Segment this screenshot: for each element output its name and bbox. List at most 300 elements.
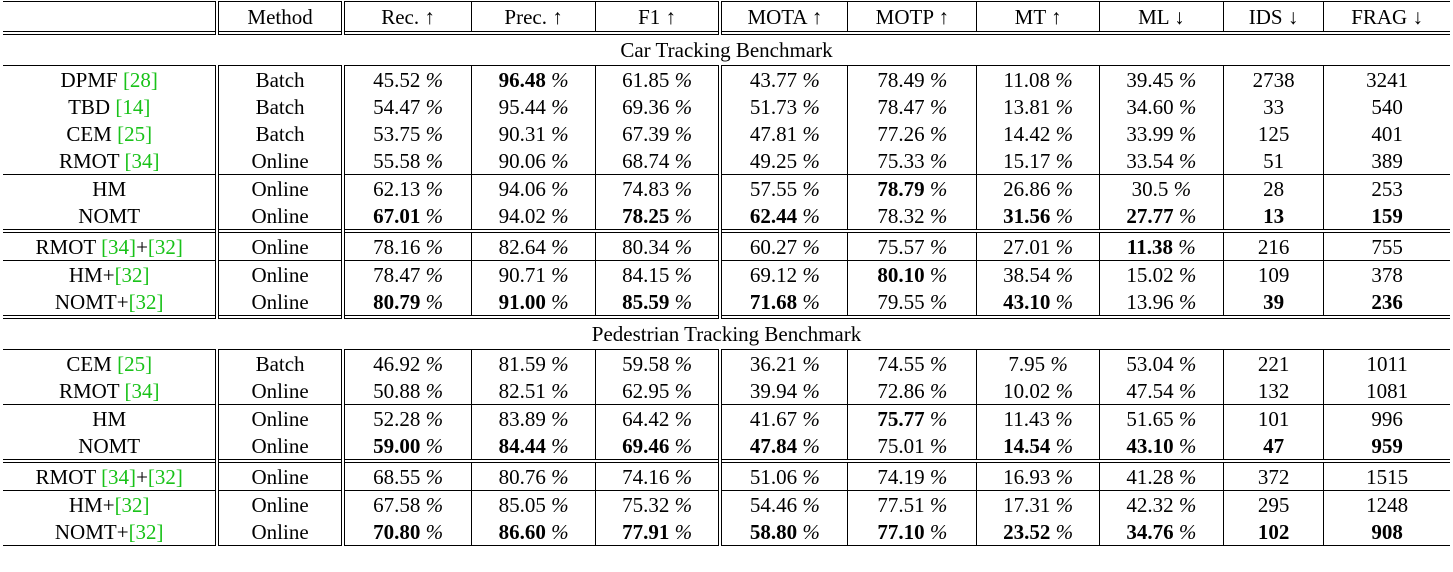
metric-cell	[977, 66, 1099, 94]
method-name	[3, 405, 217, 433]
table-row	[3, 93, 1450, 120]
metric-cell	[595, 377, 720, 405]
metric-value: 42.32	[1126, 492, 1174, 517]
percent-sign: %	[929, 176, 948, 201]
metric-cell	[720, 491, 847, 519]
percent-sign: %	[1055, 148, 1074, 173]
metric-value: 78.49	[877, 67, 925, 92]
metric-cell	[472, 288, 595, 317]
method-name	[3, 202, 217, 231]
metric-cell	[1099, 231, 1223, 261]
method-name	[3, 518, 217, 546]
header-cell: F1 ↑	[595, 2, 720, 34]
metric-cell	[720, 93, 847, 120]
header-cell: MOTP ↑	[848, 2, 977, 34]
method-type: Online	[217, 147, 342, 175]
metric-value: 78.47	[373, 262, 421, 287]
metric-cell	[848, 66, 977, 94]
metric-cell	[1324, 518, 1450, 546]
metric-cell	[977, 432, 1099, 461]
metric-cell	[1099, 93, 1223, 120]
table-body	[3, 2, 1450, 546]
percent-sign: %	[1050, 351, 1068, 376]
header-cell	[3, 2, 217, 34]
method-name-text: CEM	[66, 121, 118, 146]
method-type: Online	[217, 175, 342, 203]
percent-sign: %	[674, 289, 693, 314]
metric-value: 90.31	[498, 121, 546, 146]
method-name-text: NOMT	[78, 433, 141, 458]
percent-sign: %	[425, 67, 444, 92]
metric-cell	[848, 350, 977, 378]
method-name	[3, 231, 217, 261]
metric-value: 75.32	[622, 492, 670, 517]
metric-cell	[1099, 66, 1223, 94]
metric-value: 1081	[1366, 378, 1409, 403]
metric-value: 52.28	[373, 406, 421, 431]
percent-sign: %	[802, 262, 820, 287]
citation-link: [34]	[101, 464, 137, 489]
method-type: Online	[217, 202, 342, 231]
metric-value: 216	[1257, 234, 1290, 259]
percent-sign: %	[551, 234, 569, 259]
metric-value: 71.68	[749, 289, 798, 314]
metric-value: 54.46	[749, 492, 798, 517]
method-type: Online	[217, 491, 342, 519]
metric-value: 78.32	[877, 203, 925, 228]
citation-link: [32]	[128, 519, 164, 544]
metric-value: 70.80	[373, 519, 421, 544]
metric-value: 11.08	[1003, 67, 1050, 92]
header-row	[3, 2, 1450, 34]
metric-value: 62.13	[373, 176, 421, 201]
metric-value: 389	[1371, 148, 1403, 173]
metric-cell	[1099, 491, 1223, 519]
metric-value: 41.67	[749, 406, 798, 431]
metric-cell	[343, 518, 472, 546]
metric-value: 69.36	[622, 94, 670, 119]
metric-cell	[720, 202, 847, 231]
percent-sign: %	[674, 519, 693, 544]
section-title: Car Tracking Benchmark	[3, 33, 1450, 66]
method-type: Batch	[217, 350, 342, 378]
method-type: Online	[217, 461, 342, 491]
percent-sign: %	[425, 94, 444, 119]
metric-value: 49.25	[749, 148, 798, 173]
percent-sign: %	[1055, 492, 1074, 517]
metric-cell	[848, 377, 977, 405]
citation-link: [25]	[117, 121, 153, 146]
metric-cell	[1223, 147, 1323, 175]
metric-cell	[1223, 491, 1323, 519]
percent-sign: %	[929, 148, 948, 173]
metric-cell	[595, 93, 720, 120]
metric-value: 43.10	[1003, 289, 1051, 314]
metric-value: 10.02	[1003, 378, 1051, 403]
percent-sign: %	[1178, 406, 1197, 431]
method-name	[3, 175, 217, 203]
table-row	[3, 66, 1450, 94]
percent-sign: %	[802, 234, 820, 259]
percent-sign: %	[1178, 378, 1197, 403]
method-name	[3, 120, 217, 147]
metric-cell	[720, 261, 847, 289]
metric-value: 372	[1257, 464, 1290, 489]
metric-cell	[720, 405, 847, 433]
metric-value: 41.28	[1126, 464, 1174, 489]
metric-value: 80.34	[622, 234, 670, 259]
percent-sign: %	[1178, 492, 1197, 517]
metric-cell	[1324, 202, 1450, 231]
metric-cell	[343, 405, 472, 433]
metric-cell	[1324, 432, 1450, 461]
method-name-text: NOMT	[78, 203, 141, 228]
metric-cell	[1223, 377, 1323, 405]
metric-value: 15.17	[1003, 148, 1051, 173]
percent-sign: %	[802, 289, 820, 314]
percent-sign: %	[802, 94, 820, 119]
percent-sign: %	[674, 262, 693, 287]
citation-link: [34]	[124, 148, 160, 173]
percent-sign: %	[551, 351, 569, 376]
method-name	[3, 147, 217, 175]
method-name-text: NOMT+	[54, 289, 129, 314]
method-name-text: HM+	[68, 492, 115, 517]
percent-sign: %	[929, 121, 948, 146]
metric-value: 68.55	[373, 464, 421, 489]
percent-sign: %	[674, 203, 693, 228]
method-name	[3, 261, 217, 289]
percent-sign: %	[425, 406, 444, 431]
citation-link: [34]	[124, 378, 160, 403]
metric-value: 3241	[1366, 67, 1409, 92]
metric-value: 74.19	[877, 464, 925, 489]
percent-sign: %	[551, 121, 569, 146]
metric-cell	[1099, 461, 1223, 491]
metric-value: 102	[1257, 519, 1290, 544]
percent-sign: %	[1173, 176, 1192, 201]
metric-value: 132	[1257, 378, 1290, 403]
percent-sign: %	[802, 406, 820, 431]
metric-value: 101	[1257, 406, 1290, 431]
metric-value: 253	[1371, 176, 1403, 201]
metric-value: 90.06	[498, 148, 546, 173]
metric-value: 59.58	[622, 351, 670, 376]
section-title-row	[3, 33, 1450, 66]
metric-cell	[1099, 120, 1223, 147]
percent-sign: %	[551, 519, 569, 544]
percent-sign: %	[674, 67, 693, 92]
method-name-text: DPMF	[60, 67, 123, 92]
metric-cell	[848, 231, 977, 261]
percent-sign: %	[929, 519, 948, 544]
method-name-text: NOMT+	[54, 519, 129, 544]
metric-cell	[595, 491, 720, 519]
metric-value: 908	[1371, 519, 1403, 544]
percent-sign: %	[674, 234, 693, 259]
metric-value: 69.46	[622, 433, 670, 458]
metric-value: 59.00	[373, 433, 421, 458]
header-cell: Prec. ↑	[472, 2, 595, 34]
header-cell: MOTA ↑	[720, 2, 847, 34]
percent-sign: %	[1055, 121, 1074, 146]
metric-cell	[1223, 175, 1323, 203]
metric-value: 80.10	[877, 262, 925, 287]
percent-sign: %	[551, 203, 569, 228]
method-name-text: CEM	[66, 351, 118, 376]
percent-sign: %	[1178, 148, 1197, 173]
metric-value: 47.54	[1126, 378, 1174, 403]
metric-value: 57.55	[749, 176, 798, 201]
metric-value: 72.86	[877, 378, 925, 403]
metric-value: 13.96	[1126, 289, 1174, 314]
percent-sign: %	[551, 378, 569, 403]
metric-cell	[848, 175, 977, 203]
metric-value: 11.43	[1003, 406, 1050, 431]
metric-value: 82.51	[498, 378, 546, 403]
method-name-text: RMOT	[58, 148, 125, 173]
metric-value: 69.12	[749, 262, 798, 287]
metric-value: 53.04	[1126, 351, 1174, 376]
metric-cell	[848, 288, 977, 317]
percent-sign: %	[551, 148, 569, 173]
percent-sign: %	[802, 67, 820, 92]
metric-value: 26.86	[1003, 176, 1051, 201]
metric-cell	[472, 93, 595, 120]
percent-sign: %	[551, 262, 569, 287]
method-type: Online	[217, 231, 342, 261]
table-row	[3, 491, 1450, 519]
percent-sign: %	[1055, 464, 1074, 489]
metric-value: 159	[1371, 203, 1403, 228]
percent-sign: %	[929, 406, 948, 431]
header-cell: IDS ↓	[1223, 2, 1323, 34]
metric-value: 47.81	[749, 121, 798, 146]
metric-value: 60.27	[749, 234, 798, 259]
metric-cell	[1324, 231, 1450, 261]
metric-value: 27.77	[1126, 203, 1174, 228]
metric-value: 15.02	[1126, 262, 1174, 287]
method-type: Batch	[217, 120, 342, 147]
percent-sign: %	[1178, 433, 1197, 458]
metric-cell	[595, 350, 720, 378]
percent-sign: %	[802, 433, 820, 458]
percent-sign: %	[1055, 234, 1074, 259]
metric-cell	[977, 405, 1099, 433]
metric-value: 13.81	[1003, 94, 1051, 119]
metric-cell	[1324, 461, 1450, 491]
metric-cell	[1099, 261, 1223, 289]
metric-cell	[1099, 405, 1223, 433]
metric-cell	[1223, 120, 1323, 147]
metric-value: 28	[1263, 176, 1285, 201]
table-row	[3, 120, 1450, 147]
method-type: Batch	[217, 66, 342, 94]
metric-value: 46.92	[373, 351, 421, 376]
percent-sign: %	[674, 433, 693, 458]
percent-sign: %	[802, 351, 820, 376]
percent-sign: %	[425, 176, 444, 201]
metric-cell	[472, 120, 595, 147]
percent-sign: %	[929, 234, 948, 259]
metric-cell	[720, 518, 847, 546]
metric-value: 85.05	[498, 492, 546, 517]
percent-sign: %	[674, 406, 693, 431]
metric-value: 11.38	[1126, 234, 1174, 259]
metric-value: 51.65	[1126, 406, 1174, 431]
percent-sign: %	[802, 148, 820, 173]
table-row	[3, 432, 1450, 461]
percent-sign: %	[929, 262, 948, 287]
percent-sign: %	[929, 289, 948, 314]
metric-value: 90.71	[498, 262, 546, 287]
metric-cell	[977, 175, 1099, 203]
method-name-text: TBD	[68, 94, 116, 119]
metric-value: 47.84	[749, 433, 798, 458]
method-name-text: RMOT	[58, 378, 125, 403]
metric-value: 74.55	[877, 351, 925, 376]
metric-cell	[720, 377, 847, 405]
metric-value: 77.10	[877, 519, 925, 544]
metric-cell	[472, 231, 595, 261]
percent-sign: %	[802, 203, 820, 228]
metric-value: 67.01	[373, 203, 426, 228]
percent-sign: %	[674, 378, 693, 403]
metric-cell	[848, 491, 977, 519]
header-cell: MT ↑	[977, 2, 1099, 34]
metric-value: 16.93	[1003, 464, 1051, 489]
citation-link: [25]	[117, 351, 153, 376]
metric-cell	[848, 405, 977, 433]
metric-cell	[1324, 66, 1450, 94]
metric-cell	[1099, 518, 1223, 546]
percent-sign: %	[929, 67, 948, 92]
percent-sign: %	[1055, 519, 1074, 544]
metric-value: 84.15	[622, 262, 670, 287]
metric-cell	[1099, 147, 1223, 175]
percent-sign: %	[1055, 433, 1074, 458]
metric-cell	[977, 261, 1099, 289]
metric-cell	[848, 518, 977, 546]
header-cell: ML ↓	[1099, 2, 1223, 34]
metric-cell	[343, 461, 472, 491]
metric-cell	[848, 261, 977, 289]
header-cell: Rec. ↑	[343, 2, 472, 34]
percent-sign: %	[802, 519, 820, 544]
method-name	[3, 491, 217, 519]
percent-sign: %	[1178, 67, 1197, 92]
method-type: Online	[217, 288, 342, 317]
metric-cell	[1099, 350, 1223, 378]
metric-value: 80.76	[498, 464, 546, 489]
metric-value: 33.54	[1126, 148, 1174, 173]
metric-cell	[1324, 405, 1450, 433]
metric-value: 94.02	[498, 203, 546, 228]
metric-cell	[1099, 202, 1223, 231]
percent-sign: %	[1055, 67, 1073, 92]
metric-value: 78.25	[622, 203, 670, 228]
percent-sign: %	[425, 378, 444, 403]
metric-cell	[720, 147, 847, 175]
metric-value: 31.56	[1003, 203, 1051, 228]
metric-cell	[343, 350, 472, 378]
percent-sign: %	[551, 94, 569, 119]
metric-value: 68.74	[622, 148, 670, 173]
metric-value: 91.00	[498, 289, 546, 314]
metric-value: 755	[1371, 234, 1403, 259]
metric-cell	[848, 202, 977, 231]
metric-value: 61.85	[622, 67, 670, 92]
metric-cell	[848, 432, 977, 461]
metric-value: 85.59	[622, 289, 670, 314]
metric-cell	[1324, 147, 1450, 175]
percent-sign: %	[425, 433, 444, 458]
method-name	[3, 66, 217, 94]
metric-cell	[1223, 518, 1323, 546]
percent-sign: %	[551, 433, 569, 458]
metric-value: 95.44	[498, 94, 546, 119]
citation-link: [32]	[147, 234, 183, 259]
metric-cell	[472, 66, 595, 94]
table-row	[3, 147, 1450, 175]
metric-cell	[1099, 377, 1223, 405]
metric-value: 51.73	[749, 94, 798, 119]
metric-cell	[848, 461, 977, 491]
metric-value: 81.59	[498, 351, 546, 376]
metric-cell	[977, 518, 1099, 546]
table-row	[3, 202, 1450, 231]
metric-value: 74.16	[622, 464, 670, 489]
metric-cell	[1324, 175, 1450, 203]
metric-cell	[472, 377, 595, 405]
metric-cell	[720, 175, 847, 203]
metric-cell	[1223, 231, 1323, 261]
metric-value: 17.31	[1003, 492, 1051, 517]
metric-cell	[472, 350, 595, 378]
metric-value: 50.88	[373, 378, 421, 403]
method-name	[3, 377, 217, 405]
section-title: Pedestrian Tracking Benchmark	[3, 317, 1450, 350]
metric-cell	[1099, 175, 1223, 203]
metric-value: 83.89	[498, 406, 546, 431]
metric-cell	[472, 147, 595, 175]
metric-value: 959	[1371, 433, 1403, 458]
metric-cell	[720, 350, 847, 378]
metric-cell	[343, 432, 472, 461]
results-table	[3, 1, 1450, 546]
percent-sign: %	[674, 176, 693, 201]
percent-sign: %	[929, 378, 948, 403]
percent-sign: %	[425, 148, 444, 173]
metric-cell	[1223, 405, 1323, 433]
metric-cell	[1099, 288, 1223, 317]
metric-value: 75.57	[877, 234, 925, 259]
method-type: Online	[217, 432, 342, 461]
metric-cell	[595, 461, 720, 491]
metric-value: 295	[1257, 492, 1290, 517]
table-row	[3, 288, 1450, 317]
percent-sign: %	[1178, 234, 1196, 259]
metric-cell	[848, 147, 977, 175]
percent-sign: %	[929, 203, 948, 228]
metric-value: 36.21	[749, 351, 798, 376]
metric-value: 23.52	[1003, 519, 1051, 544]
percent-sign: %	[929, 492, 948, 517]
citation-link: [32]	[114, 492, 150, 517]
metric-cell	[1223, 93, 1323, 120]
metric-value: 67.39	[622, 121, 670, 146]
method-type: Online	[217, 261, 342, 289]
